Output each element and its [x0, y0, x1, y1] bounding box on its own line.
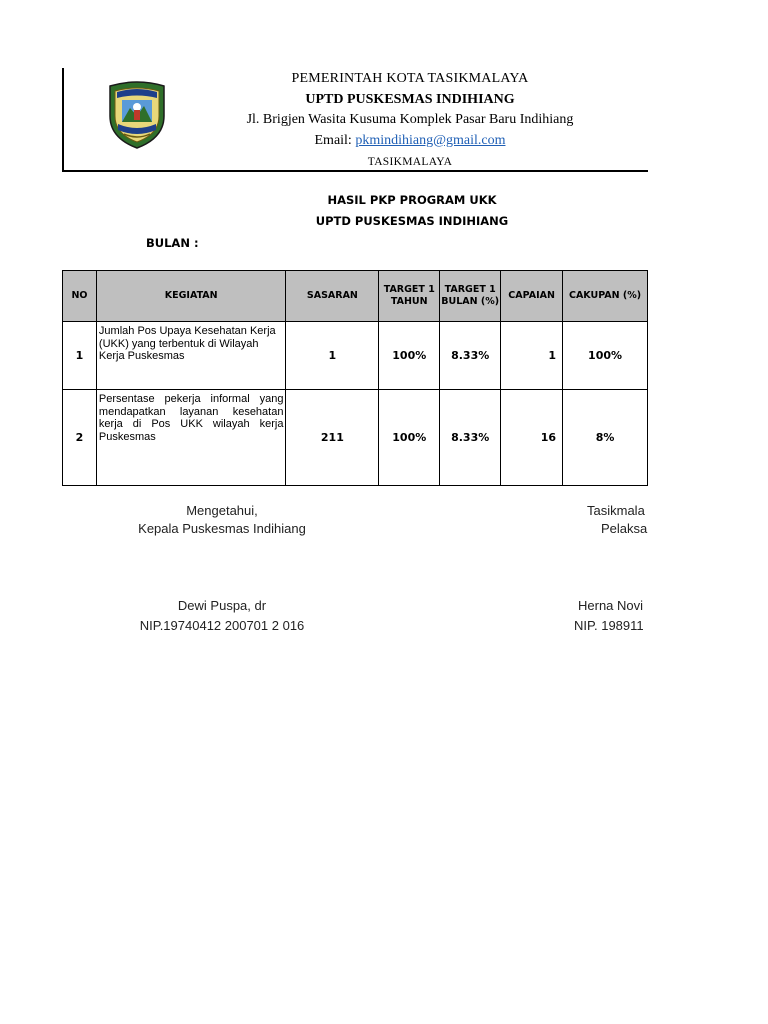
table-row [63, 322, 648, 390]
sign-left-name: Dewi Puspa, dr [177, 598, 267, 613]
header-target-bulan [440, 271, 501, 322]
cell-capaian: 16 [501, 390, 563, 486]
header-target-tahun [379, 271, 440, 322]
header-sasaran: SASARAN [286, 271, 379, 322]
header-kegiatan: KEGIATAN [96, 271, 286, 322]
cell-sasaran: 211 [286, 390, 379, 486]
letterhead-left-rule [62, 68, 64, 172]
cell-kegiatan: Jumlah Pos Upaya Kesehatan Kerja (UKK) yang terbentuk di Wilayah Kerja Puskesmas [96, 322, 286, 390]
report-title: HASIL PKP PROGRAM UKK [327, 193, 497, 207]
header-target-tahun-line1: TARGET 1 [383, 284, 435, 295]
sign-right-position: Pelaksa [601, 521, 648, 536]
sign-right-name: Herna Novi [578, 598, 644, 613]
header-target-bulan-line1: TARGET 1 [444, 284, 496, 295]
header-cakupan: CAKUPAN (%) [563, 271, 648, 322]
letterhead-city: TASIKMALAYA [367, 156, 453, 168]
cell-target-tahun: 100% [379, 390, 440, 486]
cell-kegiatan: Persentase pekerja informal yang mendapatkan layanan kesehatan kerja di Pos UKK wilayah kerja Puskesmas [96, 390, 286, 486]
cell-target-bulan: 8.33% [440, 322, 501, 390]
cell-no: 1 [63, 322, 97, 390]
header-target-bulan-line2: BULAN (%) [441, 296, 500, 307]
letterhead-government: PEMERINTAH KOTA TASIKMALAYA [291, 71, 529, 86]
sign-left-position: Kepala Puskesmas Indihiang [138, 521, 306, 536]
table-row [63, 390, 648, 486]
report-subtitle: UPTD PUSKESMAS INDIHIANG [315, 214, 509, 228]
sign-right-place-date: Tasikmala [587, 503, 645, 518]
cell-cakupan: 8% [563, 390, 648, 486]
month-label: BULAN : [146, 236, 199, 250]
letterhead-institution: UPTD PUSKESMAS INDIHIANG [305, 92, 515, 107]
header-target-tahun-line2: TAHUN [390, 296, 428, 307]
cell-cakupan: 100% [563, 322, 648, 390]
header-capaian: CAPAIAN [501, 271, 563, 322]
table-header-row [63, 271, 648, 322]
letterhead-email [210, 133, 610, 149]
cell-sasaran: 1 [286, 322, 379, 390]
header-no: NO [63, 271, 97, 322]
cell-no: 2 [63, 390, 97, 486]
sign-left-nip: NIP.19740412 200701 2 016 [139, 618, 305, 633]
email-label: Email: [314, 133, 356, 148]
letterhead-address: Jl. Brigjen Wasita Kusuma Komplek Pasar Baru Indihiang [246, 112, 574, 127]
city-emblem-icon [106, 80, 168, 150]
email-link[interactable]: pkmindihiang@gmail.com [355, 133, 506, 148]
pkp-table [62, 270, 648, 486]
sign-left-acknowledged: Mengetahui, [186, 503, 258, 518]
sign-right-nip: NIP. 198911 [574, 618, 644, 633]
letterhead-bottom-rule [62, 170, 648, 172]
cell-target-tahun: 100% [379, 322, 440, 390]
cell-target-bulan: 8.33% [440, 390, 501, 486]
cell-capaian: 1 [501, 322, 563, 390]
